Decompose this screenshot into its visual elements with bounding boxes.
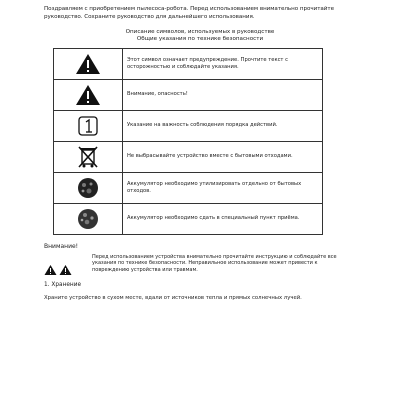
section-title: 1. Хранение <box>44 281 82 288</box>
table-row <box>54 141 323 172</box>
symbol-description: Аккумулятор необходимо утилизировать отдельно от бытовых отходов. <box>123 172 323 203</box>
warning-block <box>44 254 356 276</box>
warning-triangle-icon <box>75 53 101 75</box>
warning-triangle-icon <box>59 264 72 276</box>
battery-recycle-icon <box>75 206 101 232</box>
battery-recycle-icon <box>75 175 101 201</box>
warning-text: Перед использованием устройства внимательно прочитайте инструкцию и соблюдайте все указания по технике безопасности. Неправильное использование может привести к повреждению устройства или травмам. <box>92 253 337 273</box>
symbol-description: Указание на важность соблюдения порядка действий. <box>123 110 323 141</box>
crossed-out-bin-icon <box>76 144 100 170</box>
warning-label: Внимание! <box>44 242 79 250</box>
heading-line-2: Общие указания по технике безопасности <box>136 36 264 43</box>
intro-paragraph: Поздравляем с приобретением пылесоса-робота. Перед использованием внимательно прочитайте руководство. Сохраните руководство для дальнейшего использования. <box>44 6 334 20</box>
heading-line-1: Описание символов, используемых в руководстве <box>125 29 275 36</box>
table-row <box>54 203 323 234</box>
symbol-description: Этот символ означает предупреждение. Прочтите текст с осторожностью и соблюдайте указания. <box>123 48 323 79</box>
section-heading <box>44 29 356 43</box>
symbol-description: Не выбрасывайте устройство вместе с бытовыми отходами. <box>123 141 323 172</box>
table-row <box>54 110 323 141</box>
body-text: Храните устройство в сухом месте, вдали от источников тепла и прямых солнечных лучей. <box>44 295 302 302</box>
symbol-description: Внимание, опасность! <box>123 79 323 110</box>
table-row <box>54 172 323 203</box>
warning-triangle-icon <box>75 84 101 106</box>
symbols-table <box>53 48 323 235</box>
number-one-box-icon <box>77 115 99 137</box>
symbol-description: Аккумулятор необходимо сдать в специальный пункт приёма. <box>123 203 323 234</box>
table-row <box>54 79 323 110</box>
warning-triangle-icon <box>44 264 57 276</box>
table-row <box>54 48 323 79</box>
